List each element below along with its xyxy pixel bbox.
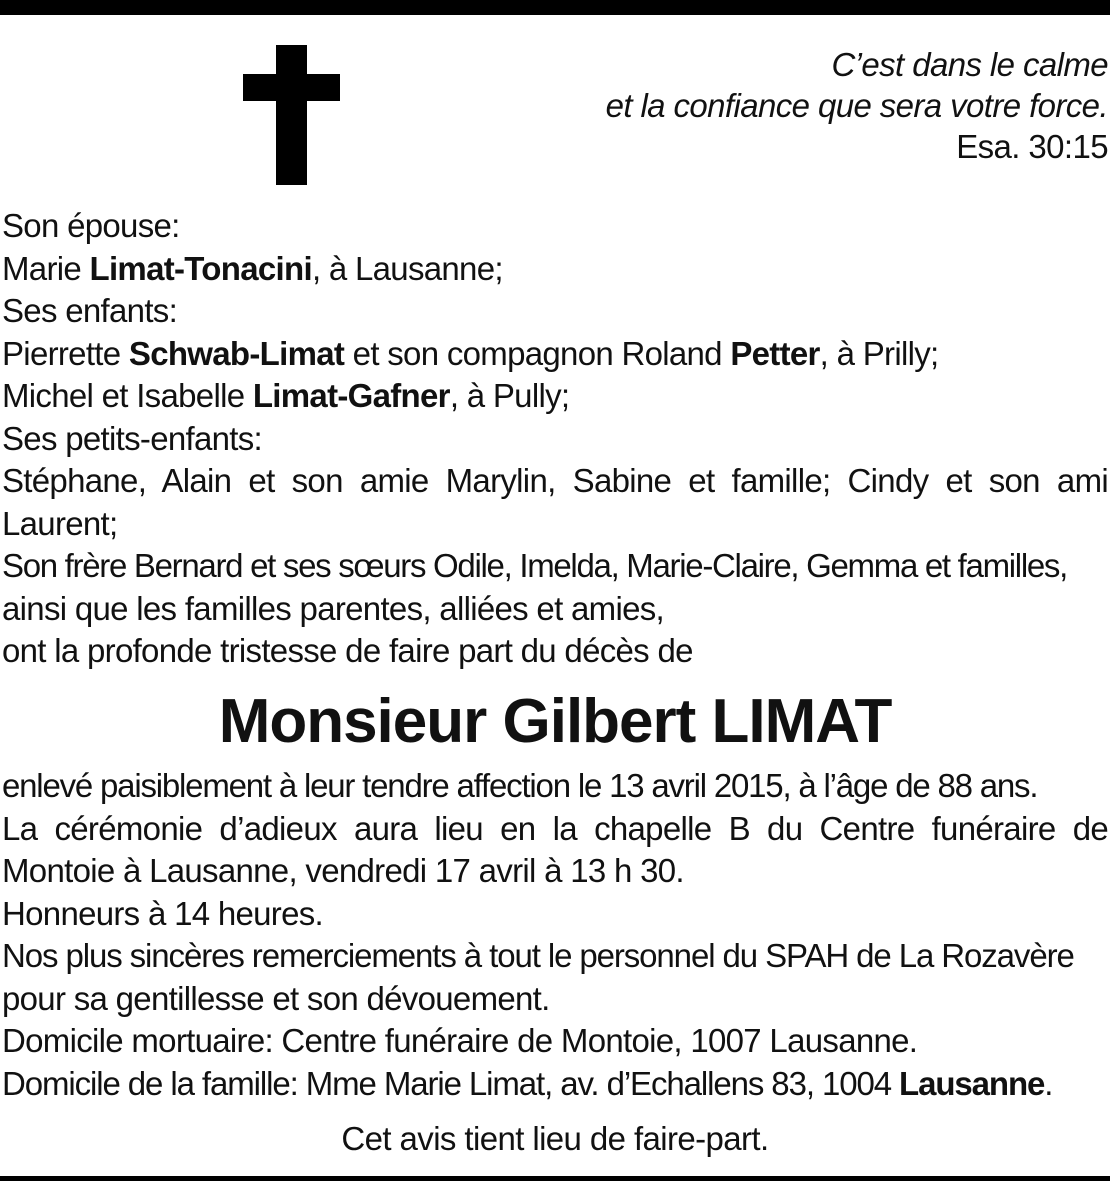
child1-partner-intro: et son compagnon Roland [344,334,731,372]
verse-line-2: et la confiance que sera votre force. [605,87,1108,124]
details-line-6: pour sa gentillesse et son dévouement. [2,979,550,1017]
announcement-line: ont la profonde tristesse de faire part du décès de [2,632,693,669]
child1-partner-surname: Petter [730,334,820,372]
family-address-end: . [1044,1064,1053,1102]
details-line-7: Domicile mortuaire: Centre funéraire de Montoie, 1007 Lausanne. [2,1022,918,1059]
grandchildren-line: Stéphane, Alain et son amie Marylin, Sabine et famille; Cindy et son ami [2,462,1108,499]
family-city: Lausanne [899,1064,1045,1102]
family-address: Domicile de la famille: Mme Marie Limat, av. d’Echallens 83, 1004 [2,1064,900,1102]
family-list [2,205,1108,673]
siblings-line: Son frère Bernard et ses sœurs Odile, Imelda, Marie-Claire, Gemma et familles, [2,547,1067,584]
child2-first-names: Michel et Isabelle [2,377,253,414]
child1-place: , à Prilly; [819,334,939,372]
details-line-4: Honneurs à 14 heures. [2,894,324,932]
bible-verse [606,44,1108,167]
child1-first-name: Pierrette [2,334,129,372]
details-line-2: La cérémonie d’adieux aura lieu en la chapelle B du Centre funéraire de [2,809,1108,847]
closing-note: Cet avis tient lieu de faire-part. [341,1120,769,1157]
spouse-first-name: Marie [2,249,90,287]
spouse-line [2,248,1108,291]
deceased-name: Monsieur Gilbert LIMAT [218,687,892,756]
details-line-8 [2,1063,1108,1106]
spouse-heading: Son épouse: [2,207,180,244]
bottom-border-rule [0,1176,1110,1181]
child1-surname: Schwab-Limat [128,334,345,372]
relatives-line: ainsi que les familles parentes, alliées et amies, [2,589,665,627]
children-heading: Ses enfants: [2,292,178,329]
verse-line-1: C’est dans le calme [831,46,1108,83]
verse-reference: Esa. 30:15 [956,128,1108,165]
grandchildren-heading: Ses petits-enfants: [2,419,263,457]
grandchildren-line-cont: Laurent; [2,504,118,542]
details-line-1: enlevé paisiblement à leur tendre affection le 13 avril 2015, à l’âge de 88 ans. [2,767,1038,804]
child2-place: , à Pully; [449,377,570,414]
spouse-surname: Limat-Tonacini [89,249,312,287]
child1-line [2,333,1108,376]
funeral-details [2,765,1108,1105]
top-border-rule [0,0,1110,15]
child2-surname: Limat-Gafner [252,377,450,414]
child2-line [2,375,1108,418]
details-line-3: Montoie à Lausanne, vendredi 17 avril à 13 h 30. [2,852,684,889]
spouse-place: , à Lausanne; [311,249,503,287]
details-line-5: Nos plus sincères remerciements à tout le personnel du SPAH de La Rozavère [2,937,1074,974]
